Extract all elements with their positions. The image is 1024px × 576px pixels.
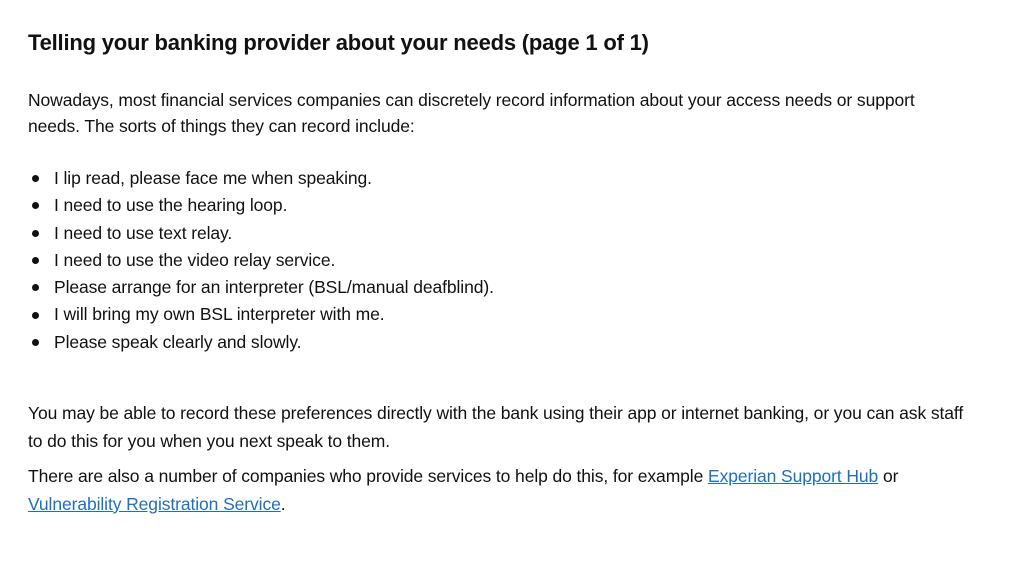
- list-item: [28, 247, 964, 274]
- list-item-text: I lip read, please face me when speaking.: [54, 168, 372, 188]
- bullet-icon: [32, 230, 39, 237]
- list-item: [28, 165, 964, 192]
- companies-connector-text: or: [878, 466, 899, 487]
- list-item-text: I need to use the hearing loop.: [54, 195, 288, 216]
- list-item-text: I will bring my own BSL interpreter with me.: [54, 304, 385, 325]
- list-item-text: I need to use text relay.: [54, 222, 233, 243]
- bullet-icon: [32, 175, 39, 182]
- list-item: [28, 220, 964, 247]
- list-item-text: Please arrange for an interpreter (BSL/manual deafblind).: [54, 277, 494, 298]
- list-item: [28, 192, 964, 219]
- record-preferences-paragraph: You may be able to record these preferences directly with the bank using their app or internet banking, or you can ask staff to do this for you when you next speak to them.: [28, 403, 964, 451]
- experian-support-hub-link[interactable]: Experian Support Hub: [708, 466, 879, 487]
- list-item-text: Please speak clearly and slowly.: [54, 331, 302, 352]
- companies-end-text: .: [280, 493, 286, 514]
- list-item-text: I need to use the video relay service.: [54, 249, 336, 270]
- intro-paragraph: Nowadays, most financial services companies can discretely record information about your access needs or support needs. The sorts of things they can record include:: [28, 90, 915, 136]
- vulnerability-registration-service-link[interactable]: Vulnerability Registration Service: [28, 493, 281, 514]
- bullet-icon: [32, 339, 39, 346]
- list-item: [28, 301, 964, 328]
- needs-list: [28, 165, 964, 356]
- bullet-icon: [32, 257, 39, 264]
- companies-paragraph: [28, 463, 964, 518]
- list-item: [28, 329, 964, 356]
- companies-lead-text: There are also a number of companies who provide services to help do this, for example: [28, 466, 708, 487]
- bullet-icon: [32, 312, 39, 319]
- bullet-icon: [32, 202, 39, 209]
- bullet-icon: [32, 284, 39, 291]
- page-title: Telling your banking provider about your needs (page 1 of 1): [28, 30, 649, 55]
- list-item: [28, 274, 964, 301]
